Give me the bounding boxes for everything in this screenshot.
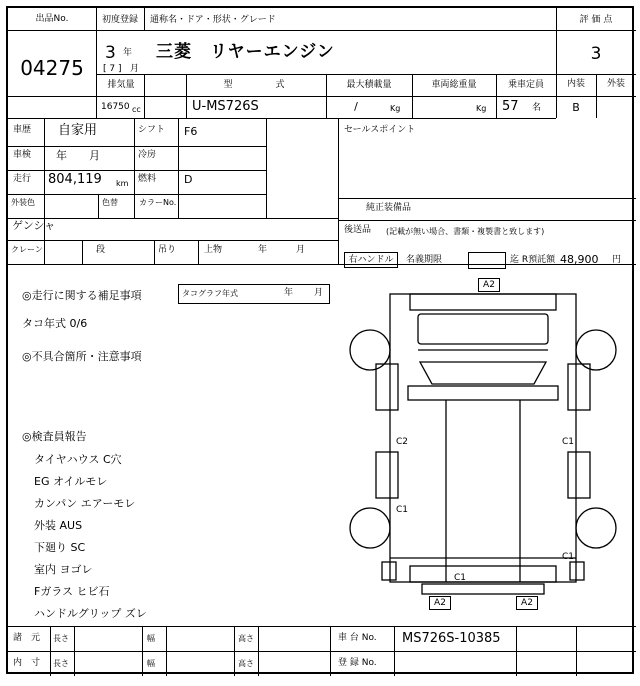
inspector-item-4: 下廻り SC (34, 541, 86, 554)
chassis-no-label: 車 台 No. (338, 633, 377, 643)
displacement-label: 排気量 (107, 80, 135, 90)
damage-mark-c1-left-lower: C1 (396, 505, 409, 515)
divider (394, 626, 395, 676)
max-load-value: / (354, 100, 358, 113)
displacement-value: 16750 (101, 102, 130, 112)
vehicle-damage-diagram (338, 266, 628, 606)
divider (96, 8, 97, 118)
body-year: 年 (258, 245, 268, 255)
inspector-item-5: 室内 ヨゴレ (34, 563, 93, 576)
tacho-label: タコグラフ年式 (182, 289, 238, 298)
divider (166, 626, 167, 676)
divider (338, 198, 636, 199)
exterior-color-label: 外装色 (11, 198, 35, 207)
divider (338, 118, 339, 264)
first-reg-label: 初度登録 (102, 15, 139, 25)
body-label: 上物 (204, 245, 223, 255)
inspector-item-3: 外装 AUS (34, 519, 83, 532)
damage-mark-a2-rear-right: A2 (516, 596, 538, 610)
first-reg-year-unit: 年 (123, 48, 133, 58)
interior-value: B (572, 101, 580, 114)
sales-point-label: セールスポイント (344, 125, 416, 135)
rating-value: 3 (590, 44, 602, 64)
spec-length-label: 長さ (53, 634, 69, 643)
divider (96, 30, 556, 31)
color-no-label: カラーNo. (139, 198, 177, 207)
chassis-no-value: MS726S-10385 (402, 631, 501, 646)
divider (96, 118, 556, 119)
divider (8, 146, 266, 147)
deposit-unit: 円 (612, 255, 622, 265)
deposit-label: 迄 R預託額 (510, 255, 556, 265)
spec-label: 諸 元 (13, 633, 41, 643)
dim-width-label: 幅 (147, 659, 155, 668)
divider (8, 96, 636, 97)
dim-label: 内 寸 (13, 658, 41, 668)
dim-height-label: 高さ (238, 659, 254, 668)
divider (50, 626, 51, 676)
gross-weight-unit: Kg (476, 104, 487, 113)
model-value: U-MS726S (192, 99, 259, 114)
divider (8, 651, 636, 652)
vehicle-name: 三菱 リヤーエンジン (156, 42, 335, 62)
divider (178, 118, 179, 218)
divider (98, 194, 99, 218)
rating-label: 評 価 点 (579, 15, 613, 25)
inspection-label: 車検 (13, 150, 32, 160)
lot-number: 04275 (20, 56, 84, 80)
first-reg-month: [ 7 ] (103, 64, 122, 74)
damage-mark-c1-right: C1 (562, 437, 575, 447)
divider (516, 626, 517, 676)
aircon-label: 冷房 (138, 150, 157, 160)
tacho-month: 月 (314, 288, 324, 298)
divider (74, 626, 75, 676)
divider (258, 626, 259, 676)
exterior-label: 外装 (606, 79, 625, 89)
divider (198, 240, 199, 264)
spec-width-label: 幅 (147, 634, 155, 643)
max-load-label: 最大積載量 (346, 80, 392, 90)
fuel-label: 燃料 (138, 174, 157, 184)
divider (8, 30, 96, 31)
shift-value: F6 (184, 125, 198, 138)
inspection-value: 年 月 (56, 149, 100, 162)
divider (144, 8, 145, 30)
defect-label: ◎不具合箇所・注意事項 (22, 350, 142, 363)
divider (82, 240, 83, 264)
tacho-year: 年 (284, 288, 294, 298)
equipment-label: 純正装備品 (366, 203, 412, 213)
dim-length-label: 長さ (53, 659, 69, 668)
body-month: 月 (296, 245, 306, 255)
registration-no-label: 登 録 No. (338, 658, 377, 668)
inspector-item-0: タイヤハウス C穴 (34, 453, 122, 466)
max-load-unit: Kg (390, 104, 401, 113)
displacement-unit: cc (132, 105, 141, 114)
crane-label: クレーン (11, 245, 43, 254)
damage-mark-c2-left: C2 (396, 437, 409, 447)
inspector-item-7: ハンドルグリップ ズレ (34, 607, 147, 620)
inspector-item-2: カンパン エアーモレ (34, 497, 136, 510)
history-value: 自家用 (58, 123, 98, 138)
divider (8, 626, 636, 627)
spec-height-label: 高さ (238, 634, 254, 643)
history-label: 車歴 (13, 125, 32, 135)
repaint-label: 色替 (102, 198, 118, 207)
inspector-item-6: Fガラス ヒビ石 (34, 585, 110, 598)
divider (330, 626, 331, 676)
capacity-unit: 名 (532, 103, 542, 113)
divider (266, 118, 267, 218)
divider (44, 118, 45, 264)
lift-label: 吊り (158, 245, 177, 255)
divider (576, 626, 577, 676)
divider (134, 118, 135, 218)
exterior-color-value: ゲンシャ (12, 219, 56, 232)
running-note-label: ◎走行に関する補足事項 (22, 289, 142, 302)
capacity-label: 乗車定員 (507, 80, 544, 90)
handle-label: 右ハンドル (348, 255, 394, 265)
name-shape-grade-label: 通称名・ドア・形状・グレード (150, 15, 276, 25)
damage-mark-c1-rear: C1 (454, 573, 467, 583)
first-reg-month-unit: 月 (130, 64, 140, 74)
capacity-value: 57 (502, 99, 519, 114)
mileage-unit: km (116, 179, 129, 188)
deposit-value: 48,900 (560, 253, 599, 266)
shift-label: シフト (138, 125, 166, 135)
divider (142, 626, 143, 676)
title-limit-label: 名義期限 (406, 255, 443, 265)
interior-label: 内装 (566, 79, 585, 89)
tacho-value: タコ年式 0/6 (22, 317, 88, 330)
divider (154, 240, 155, 264)
inspector-label: ◎検査員報告 (22, 430, 87, 443)
damage-mark-a2-rear-left: A2 (429, 596, 451, 610)
divider (8, 194, 266, 195)
mileage-value: 804,119 (48, 172, 102, 187)
inspector-item-1: EG オイルモレ (34, 475, 108, 488)
aftersend-label: 後送品 (344, 225, 372, 235)
first-reg-year: 3 (105, 43, 116, 63)
step-label: 段 (96, 245, 106, 255)
auction-sheet (6, 6, 634, 674)
divider (144, 74, 145, 118)
model-label: 型 式 (223, 80, 289, 90)
divider (234, 626, 235, 676)
divider (8, 170, 266, 171)
lot-label: 出品No. (35, 14, 69, 24)
divider (8, 118, 96, 119)
fuel-value: D (184, 173, 193, 186)
divider (8, 240, 338, 241)
divider (556, 30, 636, 31)
mileage-label: 走行 (13, 174, 32, 184)
divider (8, 218, 338, 219)
gross-weight-label: 車両総重量 (431, 80, 477, 90)
damage-mark-c1-right-lower: C1 (562, 552, 575, 562)
aftersend-note: (記載が無い場合、書類・複製書と致します) (386, 227, 545, 236)
damage-mark-a2-front: A2 (478, 278, 500, 292)
divider (338, 220, 636, 221)
